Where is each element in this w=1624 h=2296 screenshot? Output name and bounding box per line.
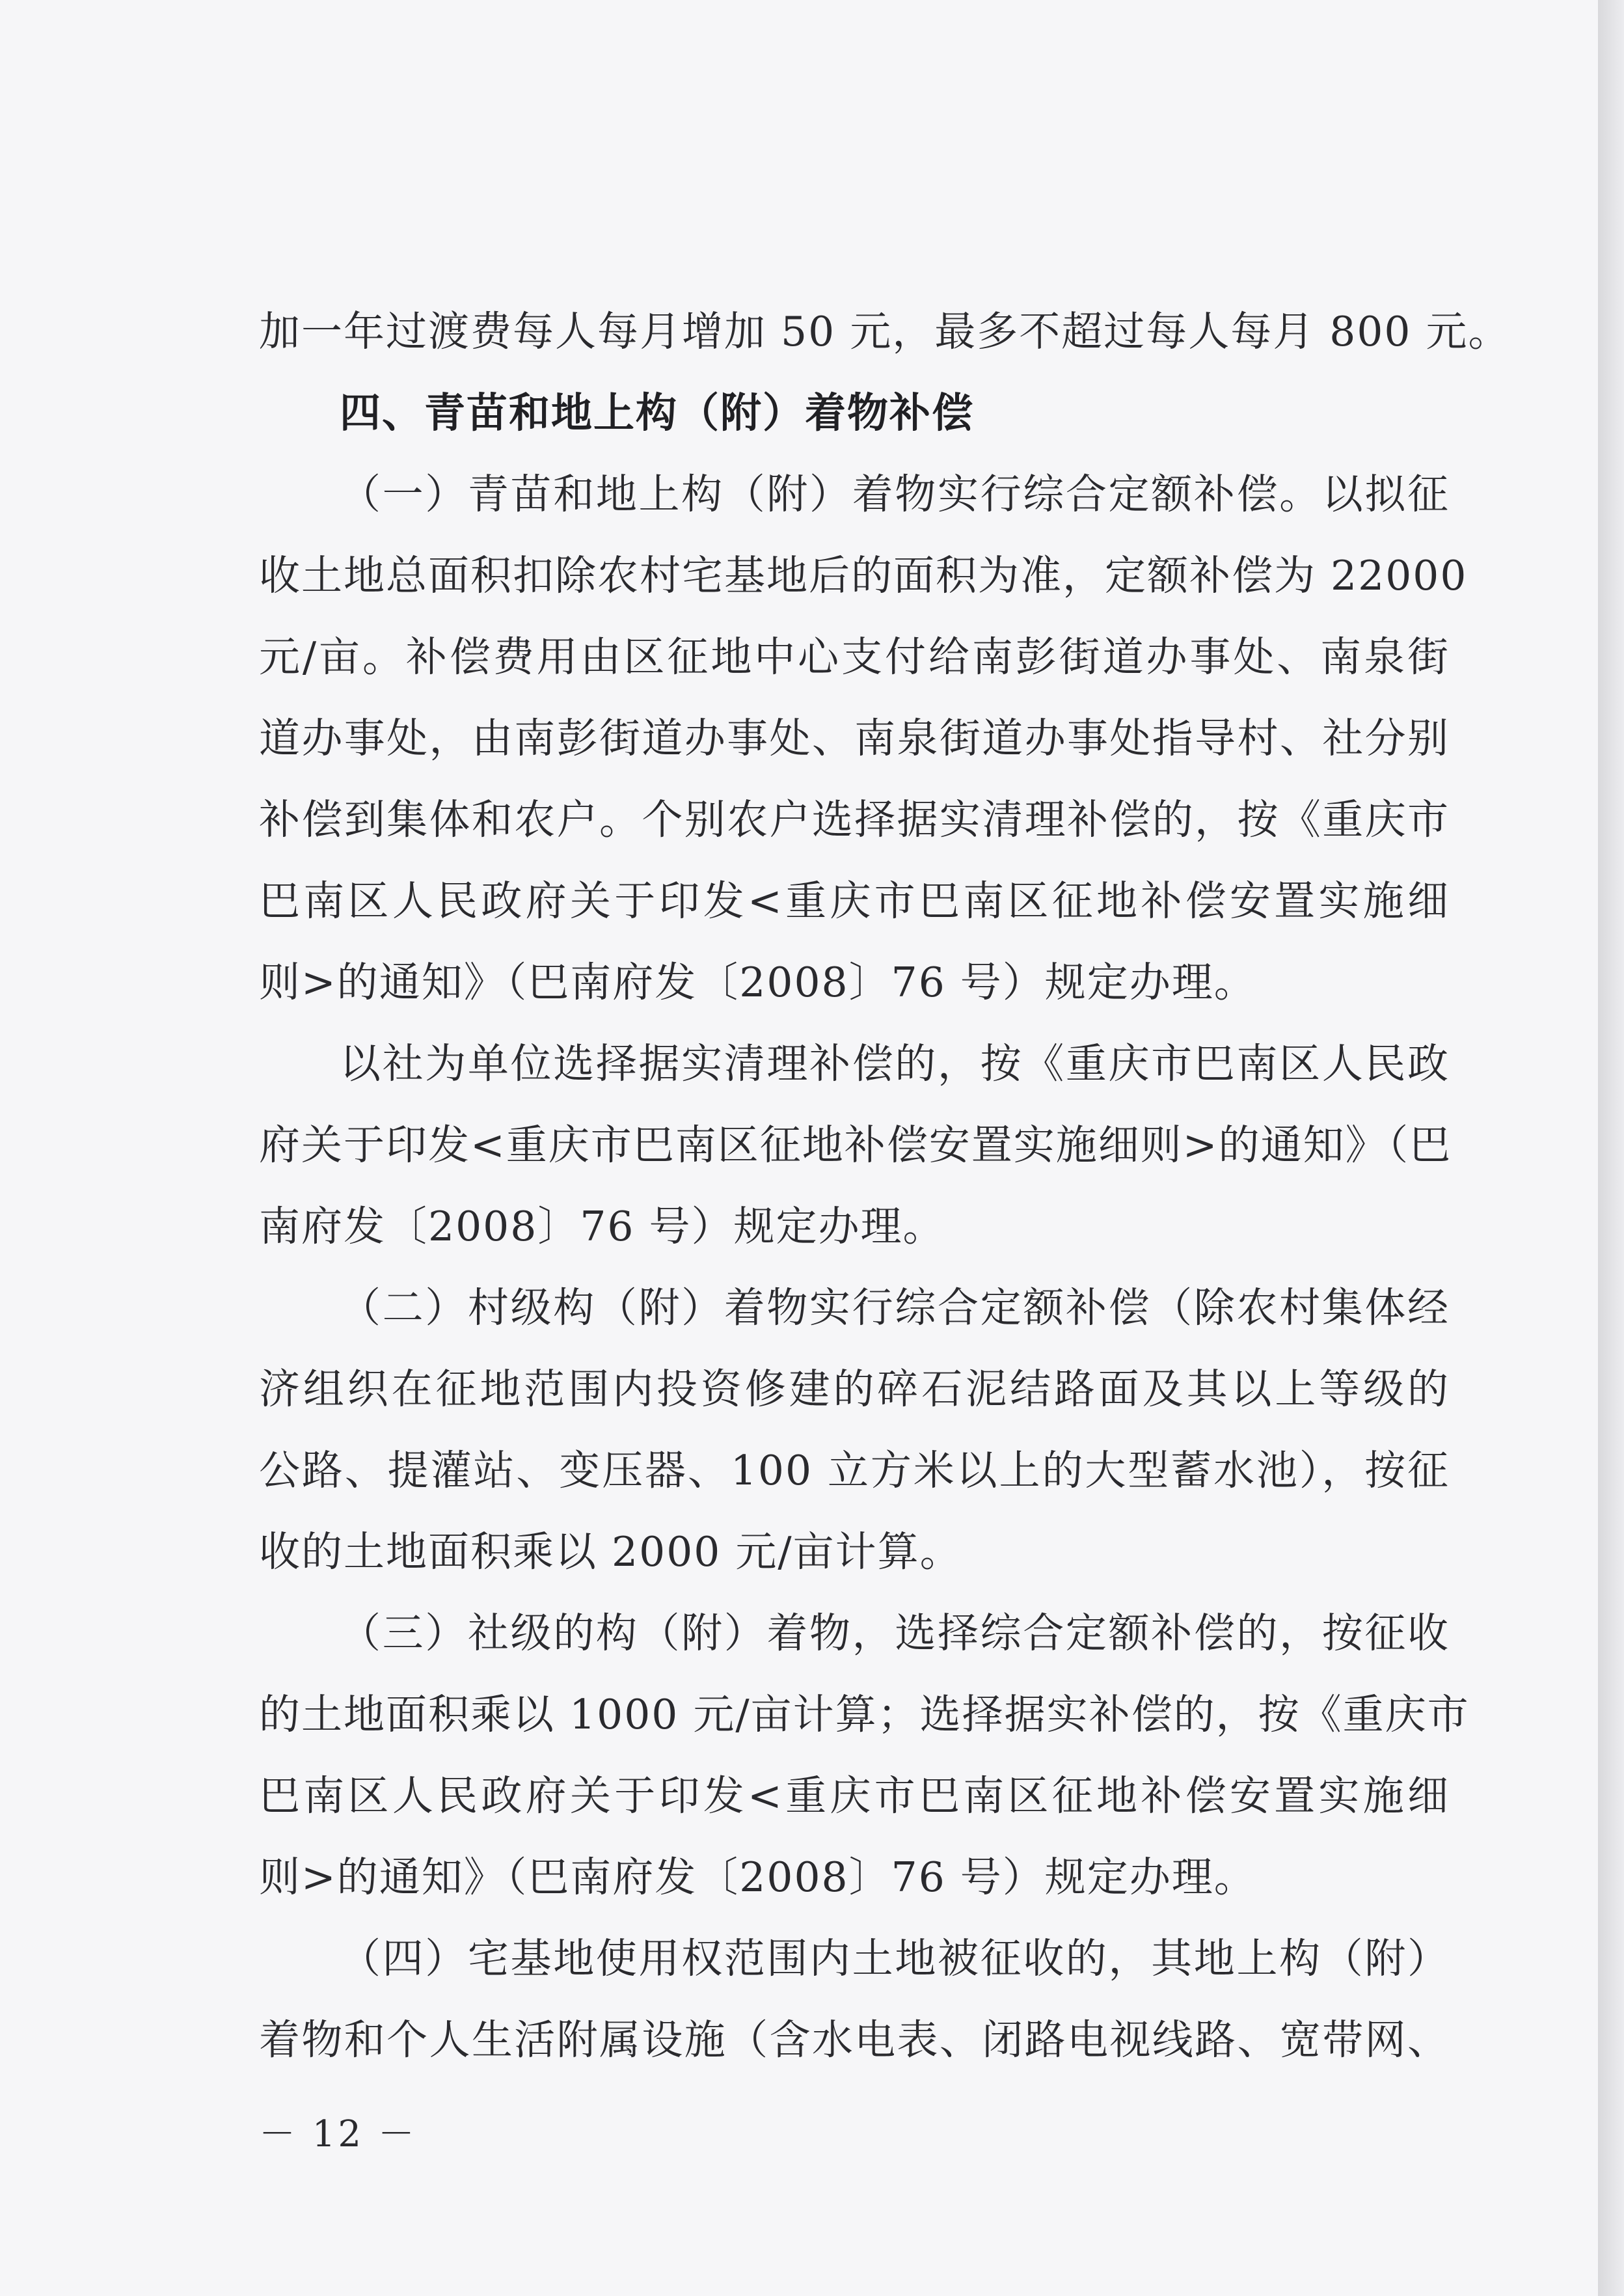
text-line-21: 着物和个人生活附属设施（含水电表、闭路电视线路、宽带网、 — [259, 2016, 1450, 2064]
text-line-14: 公路、提灌站、变压器、100 立方米以上的大型蓄水池），按征 — [259, 1447, 1450, 1494]
section-heading: 四、青苗和地上构（附）着物补偿 — [340, 389, 974, 437]
text-line-2: （一）青苗和地上构（附）着物实行综合定额补偿。以拟征 — [340, 471, 1450, 518]
text-line-3: 收土地总面积扣除农村宅基地后的面积为准，定额补偿为 22000 — [259, 552, 1468, 599]
text-line-6: 补偿到集体和农户。个别农户选择据实清理补偿的，按《重庆市 — [259, 796, 1450, 843]
text-line-7: 巴南区人民政府关于印发<重庆市巴南区征地补偿安置实施细 — [259, 877, 1450, 925]
page-number: － 12 － — [259, 2113, 417, 2155]
text-line-19: 则>的通知》（巴南府发〔2008〕76 号）规定办理。 — [259, 1853, 1256, 1901]
text-line-20: （四）宅基地使用权范围内土地被征收的，其地上构（附） — [340, 1935, 1450, 1982]
text-line-12: （二）村级构（附）着物实行综合定额补偿（除农村集体经 — [340, 1284, 1450, 1332]
text-line-8: 则>的通知》（巴南府发〔2008〕76 号）规定办理。 — [259, 959, 1256, 1006]
text-line-4: 元/亩。补偿费用由区征地中心支付给南彭街道办事处、南泉街 — [259, 633, 1450, 681]
text-line-11: 南府发〔2008〕76 号）规定办理。 — [259, 1203, 945, 1250]
text-line-17: 的土地面积乘以 1000 元/亩计算；选择据实补偿的，按《重庆市 — [259, 1691, 1470, 1738]
text-line-18: 巴南区人民政府关于印发<重庆市巴南区征地补偿安置实施细 — [259, 1772, 1450, 1820]
text-line-13: 济组织在征地范围内投资修建的碎石泥结路面及其以上等级的 — [259, 1365, 1450, 1413]
text-line-5: 道办事处，由南彭街道办事处、南泉街道办事处指导村、社分别 — [259, 715, 1450, 762]
text-line-1: 加一年过渡费每人每月增加 50 元，最多不超过每人每月 800 元。 — [259, 308, 1511, 355]
text-line-10: 府关于印发<重庆市巴南区征地补偿安置实施细则>的通知》（巴 — [259, 1121, 1452, 1169]
text-line-9: 以社为单位选择据实清理补偿的，按《重庆市巴南区人民政 — [340, 1040, 1450, 1087]
page-edge-shadow — [1598, 0, 1624, 2296]
text-line-16: （三）社级的构（附）着物，选择综合定额补偿的，按征收 — [340, 1609, 1450, 1657]
text-line-15: 收的土地面积乘以 2000 元/亩计算。 — [259, 1528, 962, 1576]
